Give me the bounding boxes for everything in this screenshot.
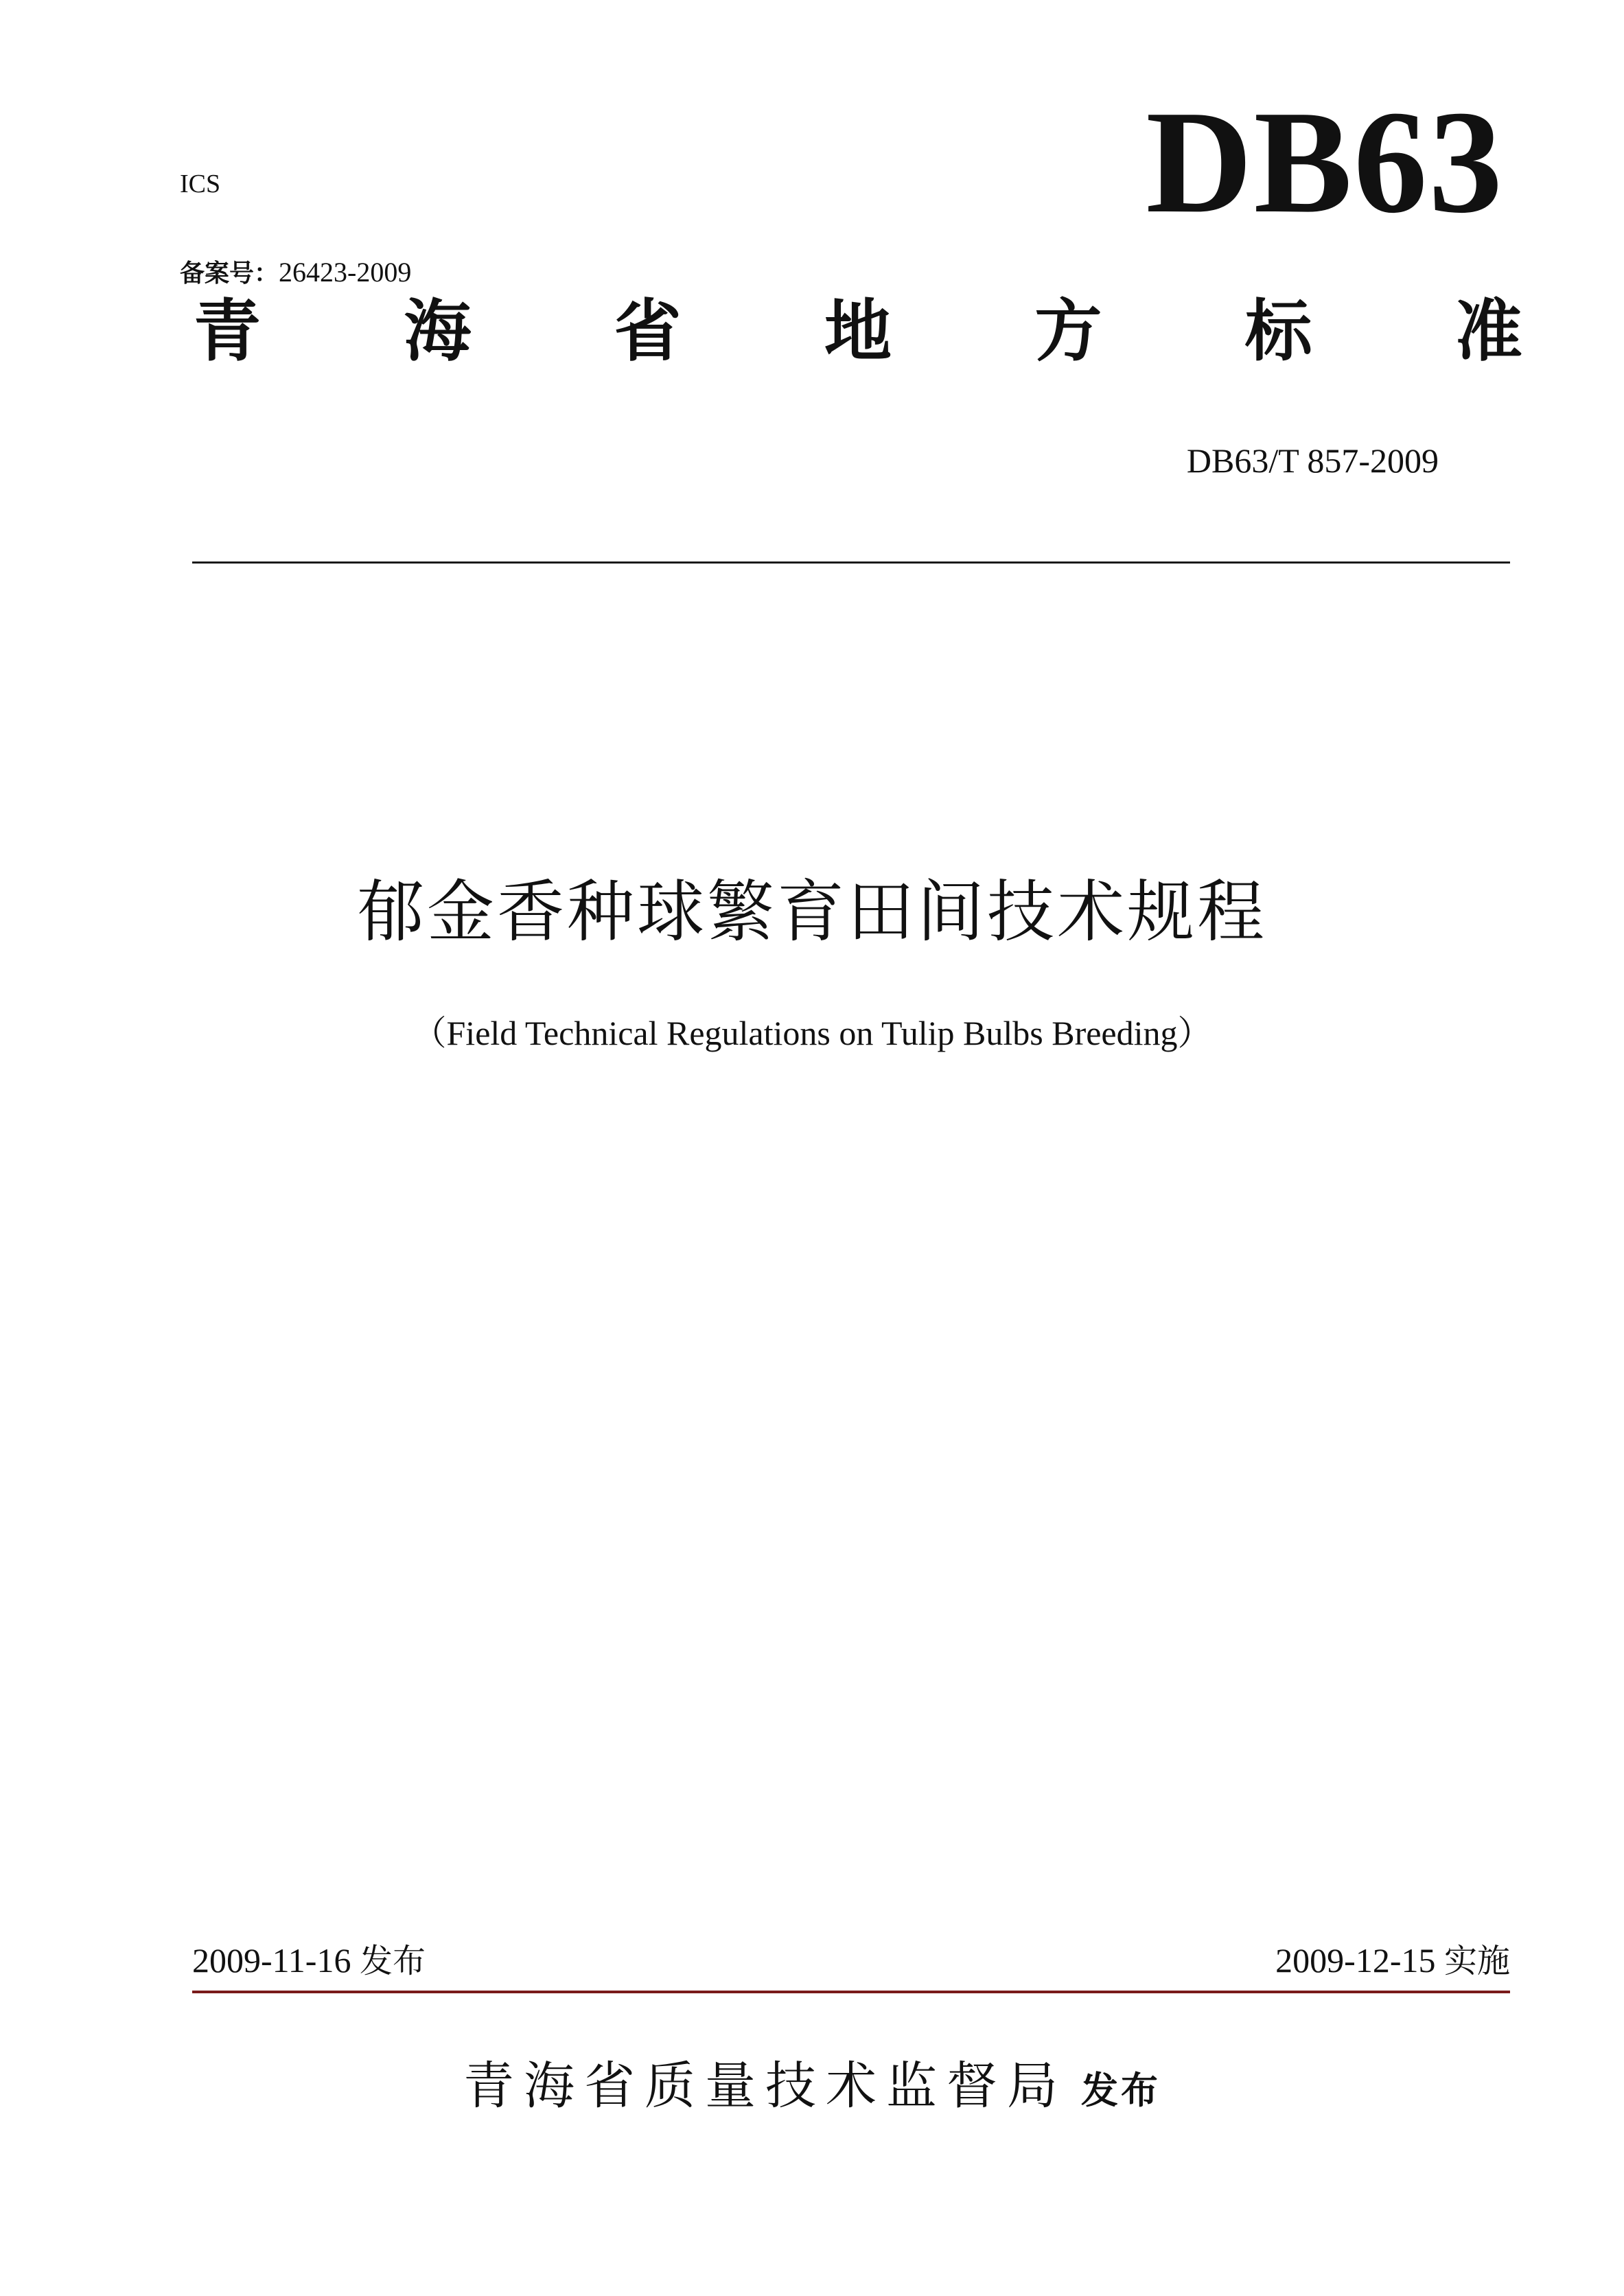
standard-type-char: 方 xyxy=(1034,292,1102,371)
issuer-name: 青海省质量技术监督局 xyxy=(463,2056,1067,2115)
standard-type-char: 省 xyxy=(614,292,682,371)
filing-label: 备案号： xyxy=(180,259,279,288)
ics-label: ICS xyxy=(180,170,221,198)
standard-type-char: 青 xyxy=(194,292,262,371)
issue-date: 2009-11-16 xyxy=(192,1941,351,1980)
issuer-action: 发布 xyxy=(1081,2069,1161,2112)
standard-code-large: DB63 xyxy=(1146,80,1504,244)
date-row xyxy=(192,1934,1510,1982)
standard-type-char: 标 xyxy=(1244,292,1312,371)
implement-label: 实施 xyxy=(1443,1942,1510,1980)
top-divider xyxy=(192,561,1510,564)
bottom-divider xyxy=(192,1991,1510,1993)
standard-type-char: 海 xyxy=(404,292,472,371)
implement-date: 2009-12-15 xyxy=(1275,1941,1436,1980)
document-title-chinese: 郁金香种球繁育田间技术规程 xyxy=(356,873,1267,951)
issuer-line xyxy=(0,2045,1624,2118)
standard-type-heading xyxy=(194,292,1522,371)
document-title-english: （Field Technical Regulations on Tulip Bulbs Breeding） xyxy=(412,1014,1212,1052)
filing-record xyxy=(180,254,411,289)
issue-date-group xyxy=(192,1934,426,1982)
filing-number: 26423-2009 xyxy=(279,257,412,288)
standard-type-char: 准 xyxy=(1454,292,1522,371)
standard-number: DB63/T 857-2009 xyxy=(1186,441,1439,480)
standard-type-char: 地 xyxy=(824,292,892,371)
implement-date-group xyxy=(1275,1934,1510,1982)
issue-label: 发布 xyxy=(359,1942,426,1980)
